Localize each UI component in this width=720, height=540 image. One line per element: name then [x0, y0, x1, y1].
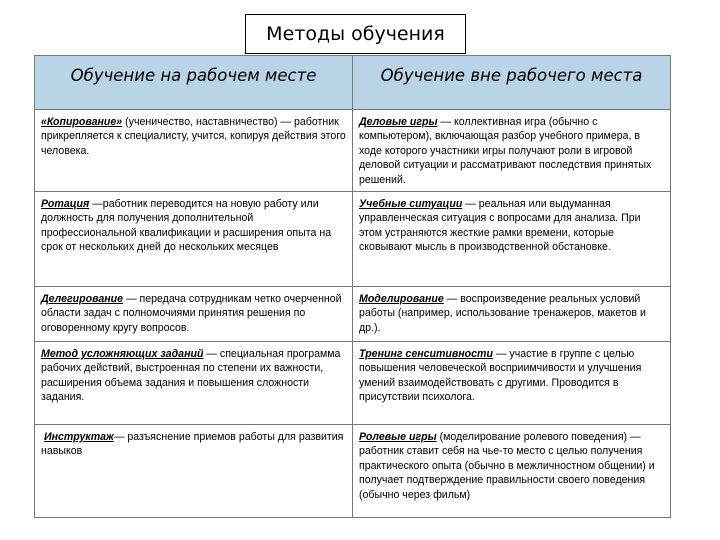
table-cell	[35, 425, 353, 518]
method-description: — реальная или выдуманная управленческая ситуация с вопросами для анализа. При этом устраняются жесткие рамки времени, которые сковывают мысль в производственной обстановке.	[359, 198, 641, 254]
method-term: Тренинг сенситивности	[359, 348, 493, 361]
table-cell	[35, 287, 353, 342]
method-term: «Копирование»	[41, 116, 123, 128]
table-row	[35, 342, 671, 425]
method-description: (ученичество, наставничество) — работник прикрепляется к специалисту, учится, копируя действия этого человека.	[41, 116, 346, 157]
table-row	[35, 287, 671, 342]
method-term: Учебные ситуации	[359, 198, 463, 211]
column-header-on-the-job: Обучение на рабочем месте	[35, 56, 353, 110]
method-term: Деловые игры	[359, 116, 438, 128]
method-description: — передача сотрудникам четко очерченной области задач с полномочиями принятия решения по оговоренному кругу вопросов.	[41, 293, 342, 334]
table-cell	[353, 342, 671, 425]
table-cell	[35, 110, 353, 192]
method-description: — воспроизведение реальных условий работы (например, использование тренажеров, макетов и др.).	[359, 293, 646, 334]
method-term: Инструктаж	[43, 431, 114, 444]
method-term: Ротация	[41, 198, 90, 211]
table-cell	[353, 192, 671, 287]
method-term: Метод усложняющих заданий	[41, 348, 204, 361]
method-description: —работник переводится на новую работу или должность для получения дополнительной профессиональной квалификации и расширения опыта на срок от нескольких дней до нескольких месяцев	[41, 198, 332, 254]
table-cell	[353, 287, 671, 342]
table-cell	[35, 192, 353, 287]
method-term: Делегирование	[41, 293, 123, 306]
methods-table	[34, 55, 671, 518]
method-description: — разъяснение приемов работы для развития навыков	[41, 431, 344, 458]
method-term: Моделирование	[359, 293, 444, 306]
table-cell	[353, 425, 671, 518]
method-term: Ролевые игры	[359, 431, 437, 444]
column-header-off-the-job: Обучение вне рабочего места	[353, 56, 671, 110]
table-row	[35, 425, 671, 518]
method-description: — специальная программа рабочих действий, выстроенная по степени их важности, расширения объема задания и повышения сложности задания.	[41, 348, 341, 404]
table-header-row	[35, 56, 671, 110]
table-row	[35, 110, 671, 192]
table-row	[35, 192, 671, 287]
method-description: — коллективная игра (обычно с компьютером), включающая разбор учебного примера, в ходе которого участники игры получают роли в игровой деловой ситуации и рассматривают последствия принятых решений.	[359, 116, 652, 186]
method-description: — участие в группе с целью повышения человеческой восприимчивости и улучшения умений взаимодействовать с другими. Проводится в присутствии психолога.	[359, 348, 642, 404]
method-description: (моделирование ролевого поведения) — работник ставит себя на чье-то место с целью получения практического опыта (обычно в межличностном общении) и получает подтверждение правильности своего поведения (обычно через фильм)	[359, 431, 655, 501]
table-cell	[353, 110, 671, 192]
table-cell	[35, 342, 353, 425]
page-title: Методы обучения	[245, 14, 466, 54]
